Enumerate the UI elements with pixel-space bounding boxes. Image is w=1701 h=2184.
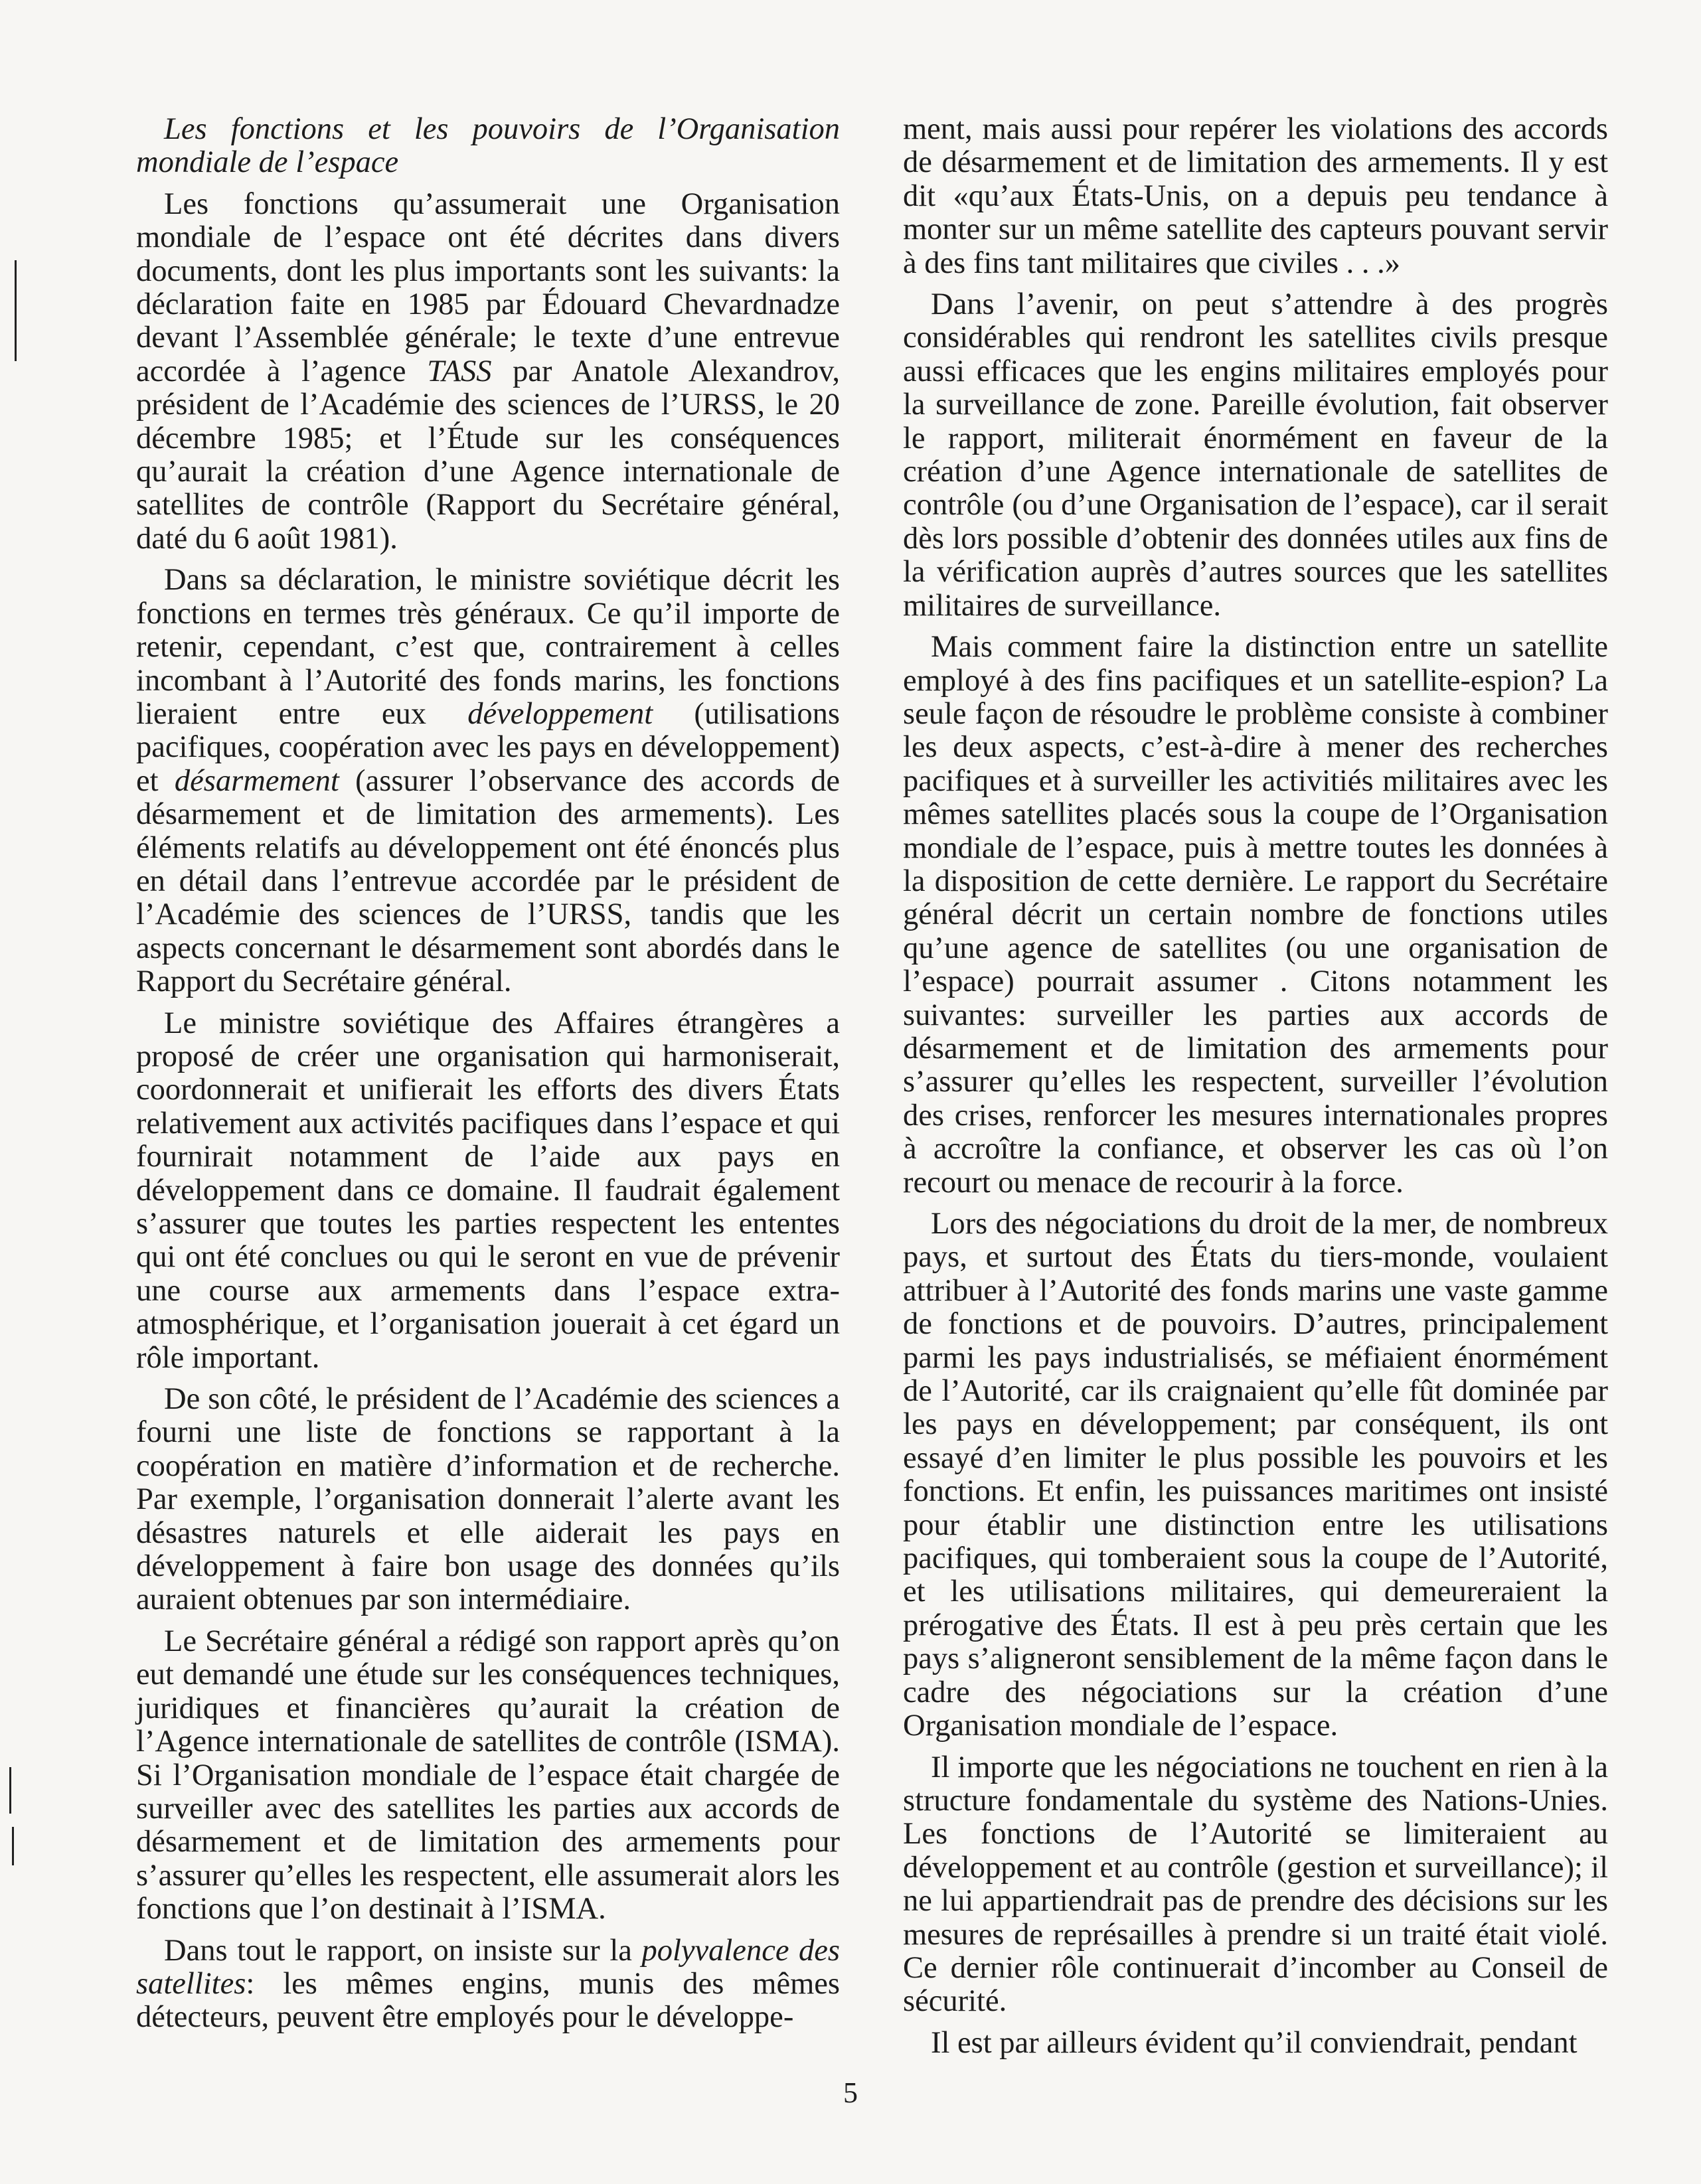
paragraph: Il est par ailleurs évident qu’il conviendrait, pendant (931, 2025, 1578, 2060)
margin-mark-middle (9, 1767, 11, 1814)
paragraph: Les fonctions qu’assumerait une Organisation mondiale de l’espace ont été décrites dans divers documents, dont les plus importants sont les suivants: la déclaration faite en 1985 par Édouard Chevardnadze devant l’Assemblée générale; le texte d’une entrevue accordée à l’agence TASS par Anatole Alexandrov, président de l’Académie des sciences de l’URSS, le 20 décembre 1985; et l’Étude sur les conséquences qu’aurait la création d’une Agence internationale de satellites de contrôle (Rapport du Secrétaire général, daté du 6 août 1981). (136, 187, 841, 556)
margin-mark-bottom (12, 1827, 14, 1865)
paragraph: Dans tout le rapport, on insiste sur la polyvalence des satellites: les mêmes engins, munis des mêmes détecteurs, peuvent être employés pour le développe- (136, 1933, 840, 2035)
paragraph: Le Secrétaire général a rédigé son rapport après qu’on eut demandé une étude sur les conséquences techniques, juridiques et financières qu’aurait la création de l’Agence internationale de satellites de contrôle (ISMA). Si l’Organisation mondiale de l’espace était chargée de surveiller avec des satellites les parties aux accords de désarmement et de limitation des armements pour s’assurer qu’elles les respectent, elle assumerait alors les fonctions que l’on destinait à l’ISMA. (136, 1624, 840, 1926)
paragraph: Dans l’avenir, on peut s’attendre à des progrès considérables qui rendront les satellites civils presque aussi efficaces que les engins militaires employés pour la surveillance de zone. Pareille évolution, fait observer le rapport, militerait énormément en faveur de la création d’une Agence internationale de satellites de contrôle (ou d’une Organisation de l’espace), car il serait dès lors possible d’obtenir des données utiles aux fins de la vérification auprès d’autres sources que les satellites militaires de surveillance. (903, 287, 1608, 623)
paragraph: De son côté, le président de l’Académie des sciences a fourni une liste de fonctions se rapportant à la coopération en matière d’information et de recherche. Par exemple, l’organisation donnerait l’alerte avant les désastres naturels et elle aiderait les pays en développement à faire bon usage des données qu’ils auraient obtenues par son intermédiaire. (136, 1382, 840, 1617)
margin-mark-top (15, 260, 17, 361)
right-column (903, 113, 1608, 2068)
paragraph: Le ministre soviétique des Affaires étrangères a proposé de créer une organisation qui harmoniserait, coordonnerait et unifierait les efforts des divers États relativement aux activités pacifiques dans l’espace et qui fournirait notamment de l’aide aux pays en développement dans ce domaine. Il faudrait également s’assurer que toutes les parties respectent les ententes qui ont été conclues ou qui le seront en vue de prévenir une course aux armements dans l’espace extra-atmosphérique, et l’organisation jouerait à cet égard un rôle important. (136, 1006, 840, 1375)
paragraph: Il importe que les négociations ne touchent en rien à la structure fondamentale du système des Nations-Unies. Les fonctions de l’Autorité se limiteraient au développement et au contrôle (gestion et surveillance); il ne lui appartiendrait pas de prendre des décisions sur les mesures de représailles à prendre si un traité était violé. Ce dernier rôle continuerait d’incomber au Conseil de sécurité. (903, 1750, 1608, 2019)
paragraph: Mais comment faire la distinction entre un satellite employé à des fins pacifiques et un satellite-espion? La seule façon de résoudre le problème consiste à combiner les deux aspects, c’est-à-dire à mener des recherches pacifiques et à surveiller les activitiés militaires avec les mêmes satellites placés sous la coupe de l’Organisation mondiale de l’espace, puis à mettre toutes les données à la disposition de cette dernière. Le rapport du Secrétaire général décrit un certain nombre de fonctions utiles qu’une agence de satellites (ou une organisation de l’espace) pourrait assumer . Citons notamment les suivantes: surveiller les parties aux accords de désarmement et de limitation des armements pour s’assurer qu’elles les respectent, surveiller l’évolution des crises, renforcer les mesures internationales propres à accroître la confiance, et observer les cas où l’on recourt ou menace de recourir à la force. (903, 630, 1608, 1200)
page-number: 5 (843, 2076, 858, 2109)
paragraph: Dans sa déclaration, le ministre soviétique décrit les fonctions en termes très généraux. Ce qu’il importe de retenir, cependant, c’est que, contrairement à celles incombant à l’Autorité des fonds marins, les fonctions lieraient entre eux développement (utilisations pacifiques, coopération avec les pays en développement) et désarmement (assurer l’observance des accords de désarmement et de limitation des armements). Les éléments relatifs au développement ont été énoncés plus en détail dans l’entrevue accordée par le président de l’Académie des sciences de l’URSS, tandis que les aspects concernant le désarmement sont abordés dans le Rapport du Secrétaire général. (136, 563, 840, 999)
paragraph-continued: ment, mais aussi pour repérer les violations des accords de désarmement et de limitation des armements. Il y est dit «qu’aux États-Unis, on a depuis peu tendance à monter sur un même satellite des capteurs pouvant servir à des fins tant militaires que civiles . . .» (903, 112, 1608, 280)
paragraph: Lors des négociations du droit de la mer, de nombreux pays, et surtout des États du tiers-monde, voulaient attribuer à l’Autorité des fonds marins une vaste gamme de fonctions et de pouvoirs. D’autres, principalement parmi les pays industrialisés, se méfiaient énormément de l’Autorité, car ils craignaient qu’elle fût dominée par les pays en développement; par conséquent, ils ont essayé d’en limiter le plus possible les pouvoirs et les fonctions. Et enfin, les puissances maritimes ont insisté pour établir une distinction entre les utilisations pacifiques, qui tomberaient sous la coupe de l’Autorité, et les utilisations militaires, qui demeureraient la prérogative des États. Il est à peu près certain que les pays s’aligneront sensiblement de la même façon dans le cadre des négociations sur la création d’une Organisation mondiale de l’espace. (903, 1207, 1608, 1743)
section-heading: Les fonctions et les pouvoirs de l’Organisation mondiale de l’espace (136, 112, 840, 180)
left-column (136, 113, 840, 2043)
